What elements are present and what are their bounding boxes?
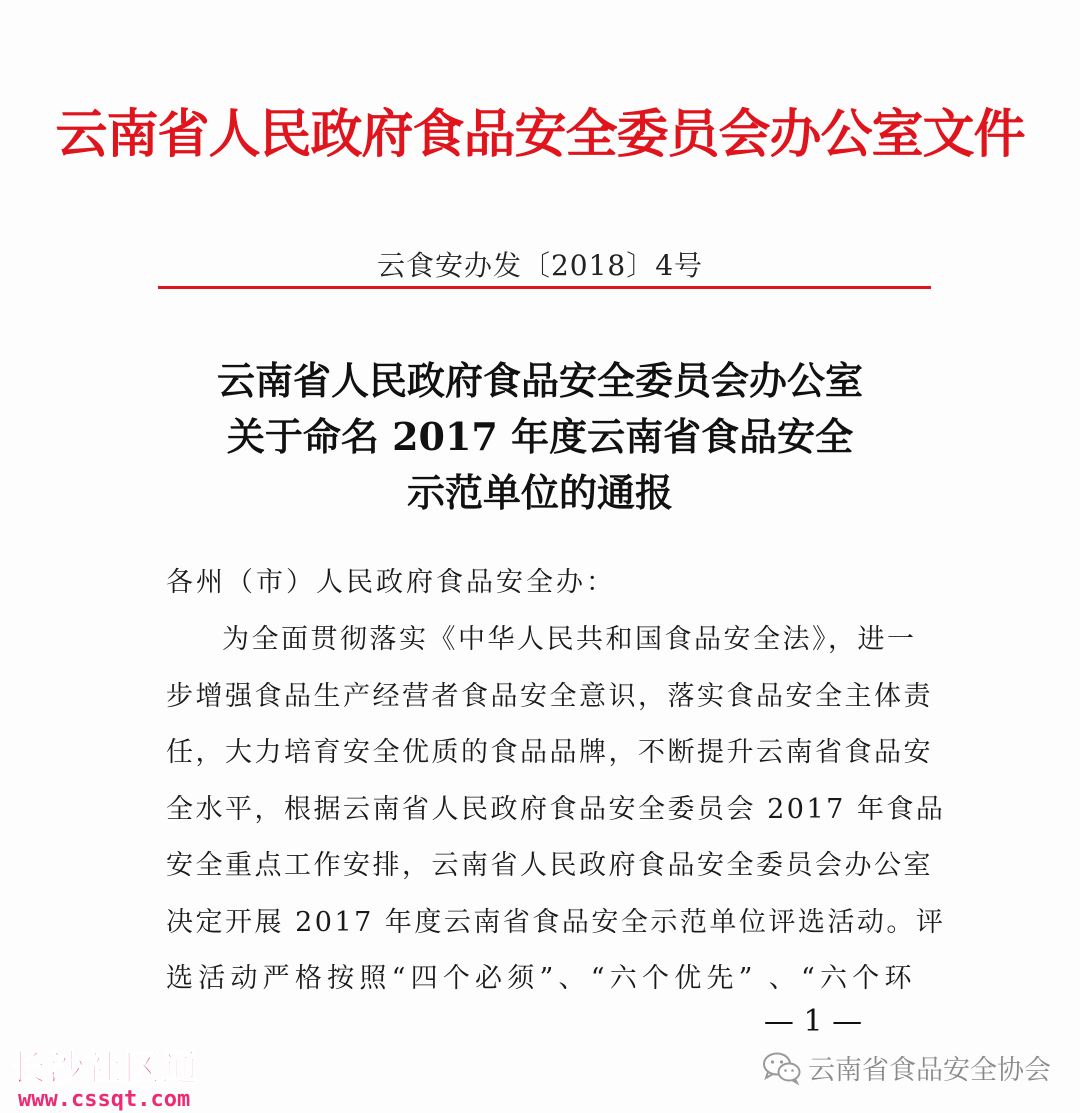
document-number: 云食安办发〔2018〕4号 [376, 249, 704, 282]
wechat-icon [762, 1051, 802, 1085]
body-line: 全水平，根据云南省人民政府食品安全委员会 2017 年食品 [166, 793, 946, 825]
page-number: — 1 — [763, 1004, 863, 1039]
body-line: 步增强食品生产经营者食品安全意识，落实食品安全主体责 [166, 680, 933, 712]
body-line: 决定开展 2017 年度云南省食品安全示范单位评选活动。评 [166, 906, 946, 938]
body-line: 为全面贯彻落实《中华人民共和国食品安全法》，进一 [222, 624, 917, 655]
notice-title-line: 云南省人民政府食品安全委员会办公室 [216, 358, 863, 403]
notice-title-line: 关于命名 2017 年度云南省食品安全 [226, 414, 854, 459]
site-watermark [10, 1040, 200, 1112]
issuer-header: 云南省人民政府食品安全委员会办公室文件 [55, 104, 1025, 165]
account-watermark-name: 云南省食品安全协会 [808, 1055, 1051, 1086]
body-line: 安全重点工作安排，云南省人民政府食品安全委员会办公室 [166, 850, 933, 881]
body-line: 选活动严格按照“四个必须”、“六个优先” 、“六个环 [166, 963, 914, 994]
body-text [166, 612, 946, 1008]
site-watermark-brand: 长沙社区通 [10, 1048, 201, 1089]
red-divider [158, 286, 931, 289]
salutation: 各州（市）人民政府食品安全办： [166, 567, 616, 598]
body-line: 任，大力培育安全优质的食品品牌，不断提升云南省食品安 [166, 737, 933, 768]
notice-title-line: 示范单位的通报 [406, 470, 673, 515]
notice-title [0, 353, 1080, 521]
site-watermark-url: www.cssqt.com [18, 1087, 191, 1112]
account-watermark [762, 1048, 1051, 1087]
